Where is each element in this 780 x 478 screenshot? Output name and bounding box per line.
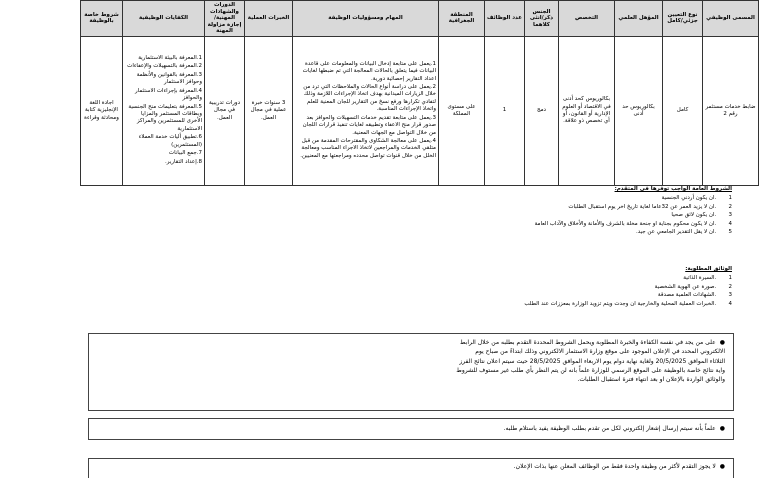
- cell-specialization: بكالوريوس كحد أدنى في الاقتصاد أو العلوم الإدارية أو القانون، أو أي تخصص ذو علاقة.: [559, 36, 615, 185]
- list-item: 4.المعرفة بإجراءات الاستثمار والحوافز: [135, 87, 202, 102]
- list-item: 4 .ان لا يكون محكوم بجناية او جنحة مخلة بالشرف والأمانة والأخلاق والآداب العامة: [534, 220, 732, 227]
- list-item: 1 .السيرة الذاتية: [683, 275, 732, 281]
- table-row: [81, 36, 759, 185]
- single-application-notice-box: ●لا يجوز التقدم لأكثر من وظيفة واحدة فقط من الوظائف المعلن عنها بذات الإعلان.: [88, 458, 734, 478]
- list-item: 4 .الخبرات العملية المحلية والخارجية ان وجدت ويتم تزويد الوزارة بمعززات عند الطلب: [524, 300, 732, 307]
- list-item: 3 .ان يكون لائق صحيا: [671, 212, 732, 218]
- documents-title: الوثائق المطلوبة:: [685, 266, 732, 272]
- cell-tasks: [293, 36, 439, 185]
- list-item: 5 .ان لا يقل التقدير الجامعي عن جيد.: [635, 229, 732, 235]
- list-item: 3.يعمل على متابعة تقديم خدمات التسهيلات والحوافز بعد صدور قرار منح الاعفاء وتطبيقه لغايات تنفيذ قرارات اللجان من خلال التواصل مع الجهات المعنية.: [302, 114, 436, 136]
- bullet-icon: ●: [719, 425, 725, 432]
- cell-region: على مستوى المملكة: [439, 36, 485, 185]
- header-specialization: التخصص: [559, 1, 615, 37]
- tasks-list: [295, 61, 436, 160]
- header-appointment-type: نوع التعيين جزئي/كامل: [663, 1, 703, 37]
- cell-courses: دورات تدريبية في مجال العمل.: [205, 36, 245, 185]
- header-competencies: الكفايات الوظيفية: [123, 1, 205, 37]
- notice-line: واية نتائج خاصة بالوظيفة على الموقع الرسمي للوزارة علماً بانه لن يتم النظر بأي طلب غير مستوف للشروط: [456, 366, 725, 374]
- cell-special-conditions: اجادة اللغة الإنجليزية كتابة ومحادثة وقراءة: [81, 36, 123, 185]
- header-job-title: المسمى الوظيفي: [703, 1, 759, 37]
- notice-line: ●على من يجد في نفسه الكفاءة والخبرة المطلوبة ويحمل الشروط المحددة التقدم بطلبه من خلال الرابط: [459, 339, 725, 346]
- general-conditions-title: الشروط العامة الواجب توفرها في المتقدم:: [614, 186, 732, 192]
- bullet-icon: ●: [719, 463, 725, 470]
- jobs-table: [80, 0, 759, 186]
- list-item: 2 .صورة عن الهوية الشخصية: [654, 283, 732, 290]
- list-item: 1.المعرفة بالبيئة الاستثمارية: [138, 55, 202, 62]
- general-conditions-list: [92, 195, 732, 235]
- cell-job-title: ضابط خدمات مستثمر رقم 2: [703, 36, 759, 185]
- header-tasks: المهام ومسؤوليات الوظيفة: [293, 1, 439, 37]
- documents-list: [92, 275, 732, 307]
- list-item: 2.يعمل على دراسة أنواع الحالات والملاحظات التي ترد من خلال الزيارات الميدانية بهدف اتخاذ الإجراءات اللازمة وذلك لتفادي تكرارها ورفع نسخ من التقارير للجان المعنية للعلم واتخاذ الإجراءات المناسبة.: [303, 83, 436, 113]
- bullet-icon: ●: [719, 339, 725, 346]
- list-item: 1.يعمل على متابعة إدخال البيانات والمعلومات على قاعدة البيانات فيما يتعلق بالحالات المعالجة التي تم ضبطها لغايات اعداد التقارير إحصائية دورية.: [302, 60, 436, 82]
- application-notice-box: [88, 333, 734, 411]
- list-item: 1 .ان يكون أردني الجنسية: [661, 195, 732, 201]
- header-qualification: المؤهل العلمي: [615, 1, 663, 37]
- header-experience: الخبرات العملية: [245, 1, 293, 37]
- list-item: 6.تطبيق أليات خدمة العملاء (المستثمرين): [138, 134, 202, 148]
- list-item: 5.المعرفة بتعليمات منح الجنسية وبطاقات المستثمر والمزايا الأخرى للمستثمرين والمراكز الاستثمارية: [128, 103, 202, 132]
- cell-count: 1: [485, 36, 525, 185]
- competencies-list: [125, 55, 202, 166]
- list-item: 4.يعمل على معالجة الشكاوى والمقترحات المقدمة من قبل متلقي الخدمات والمراجعين لاتخاذ الاجراء المناسب ومعالجة الخلل من خلال قنوات تواصل محدده ومراجعتها مع المعنيين.: [300, 137, 436, 159]
- header-region: المنطقة الجغرافية: [439, 1, 485, 37]
- cell-competencies: [123, 36, 205, 185]
- list-item: 8.إعداد التقارير.: [165, 158, 202, 165]
- list-item: 3.المعرفة بالقوانين والأنظمة وحوافز الاستثمار: [136, 71, 202, 86]
- general-conditions-section: [92, 186, 732, 238]
- table-header-row: [81, 1, 759, 37]
- cell-experience: 3 سنوات خبرة عملية في مجال العمل.: [245, 36, 293, 185]
- documents-section: [92, 266, 732, 309]
- header-courses: الدورات والشهادات المهنية/إجازة مزاولة المهنة: [205, 1, 245, 37]
- notice-line: والوثائق الواردة بالإعلان او بعد انتهاء فترة استقبال الطلبات.: [577, 376, 725, 384]
- email-notice-box: ●علماً بأنه سيتم إرسال إشعار إلكتروني لكل من تقدم بطلب الوظيفة يفيد باستلام طلبه.: [88, 418, 734, 440]
- list-item: 2.المعرفة بالتسهيلات والإعفاءات: [127, 63, 202, 70]
- cell-gender: دمج: [525, 36, 559, 185]
- notice-line: الثلاثاء الموافق 20/5/2025 ولغاية نهاية دوام يوم الاربعاء الموافق 28/5/2025 حيث سيتم اعلان نتائج الفرز: [459, 357, 725, 365]
- list-item: 2 .ان لا يزيد العمر عن 32عاما لغاية تاريخ اخر يوم استقبال الطلبات: [568, 203, 732, 210]
- header-special-conditions: شروط خاصة بالوظيفة: [81, 1, 123, 37]
- header-count: عدد الوظائف: [485, 1, 525, 37]
- cell-qualification: بكالوريوس حد أدنى: [615, 36, 663, 185]
- notice-line: الالكتروني المحدد في الإعلان الموجود على موقع وزارة الاستثمار الالكتروني وذلك ابتداءً من صباح يوم: [475, 348, 725, 356]
- list-item: 3 .الشهادات العلمية مصدقة: [657, 292, 732, 298]
- list-item: 7.جمع البيانات: [168, 150, 202, 157]
- cell-appointment-type: كامل: [663, 36, 703, 185]
- header-gender: الجنس ذكر/انثى كلاهما: [525, 1, 559, 37]
